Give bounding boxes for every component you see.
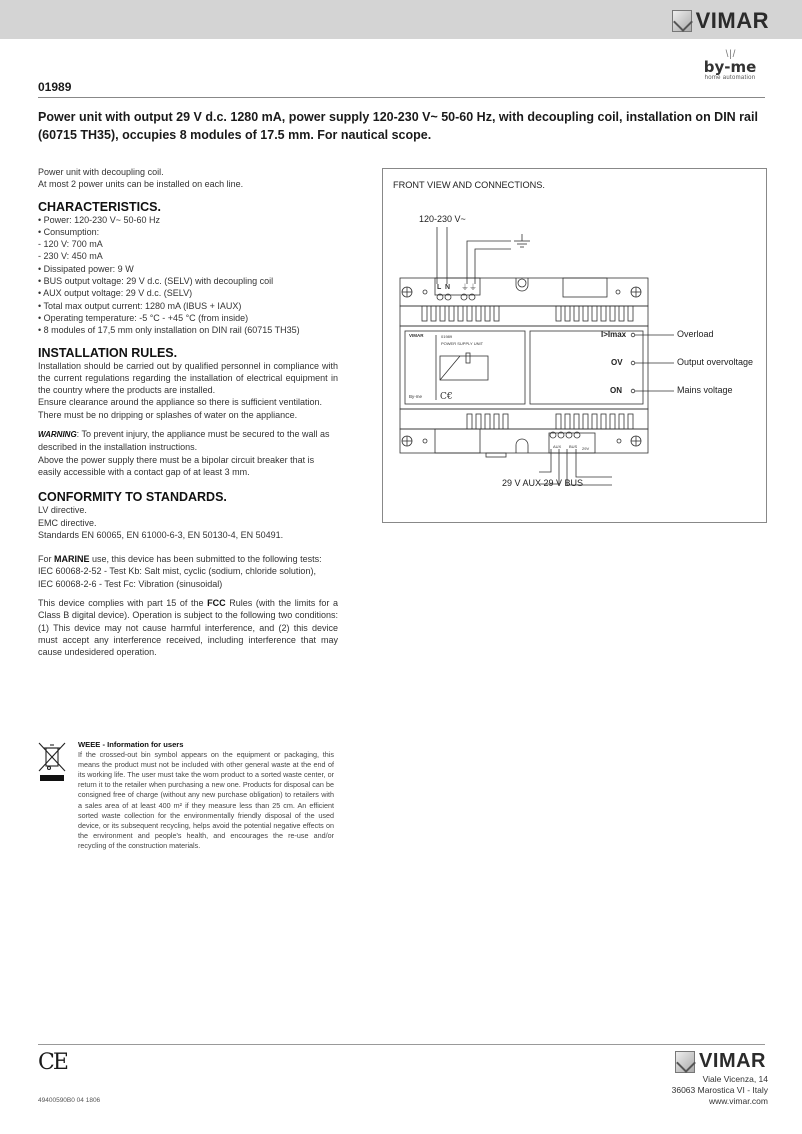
address-city: 36063 Marostica VI - Italy (671, 1085, 768, 1095)
footer-divider (38, 1044, 765, 1045)
char-item: - 120 V: 700 mA (38, 239, 103, 250)
product-description: Power unit with output 29 V d.c. 1280 mA, power supply 120-230 V~ 50-60 Hz, with decoupling coil, installation on DIN rail (60715 TH35), occupies 8 modules of 17.5 mm. For nautical scope. (38, 110, 758, 142)
fcc-para: This device complies with part 15 of the FCC Rules (with the limits for a Class B digital device). Operation is subject to the following two conditions: (1) This device may not cause harmful interference, and (2) this device must accept any interference received, including interference that may cause undesidered operation. (38, 598, 338, 658)
char-item: • Consumption: (38, 226, 100, 237)
brand-name: VIMAR (699, 1050, 766, 1072)
vimar-logo-footer (675, 1050, 766, 1073)
char-item: • Total max output current: 1280 mA (IBUS + IAUX) (38, 300, 242, 311)
installation-para: Ensure clearance around the appliance so there is sufficient ventilation. (38, 397, 323, 408)
terminal-29v: 29V (582, 446, 590, 451)
top-banner (0, 0, 802, 39)
svg-text:C€: C€ (440, 392, 453, 402)
header-divider (38, 97, 765, 98)
product-code: 01989 (38, 80, 72, 94)
intro-line: Power unit with decoupling coil. (38, 167, 164, 177)
byme-tagline: home automation (704, 75, 756, 81)
vimar-logo-icon (675, 1051, 695, 1073)
output-labels: 29 V AUX 29 V BUS (502, 478, 584, 488)
vimar-logo-icon (672, 10, 692, 32)
diagram-title: FRONT VIEW AND CONNECTIONS. (393, 180, 545, 190)
warning-label: WARNING (38, 430, 77, 440)
ce-mark-icon: CE (38, 1050, 67, 1075)
document-code: 49400590B0 04 1806 (38, 1097, 101, 1104)
brand-name: VIMAR (695, 8, 769, 33)
front-view-diagram (382, 168, 767, 523)
intro-line: At most 2 power units can be installed on each line. (38, 179, 244, 190)
installation-para: There must be no dripping or splashes of water on the appliance. (38, 409, 298, 420)
website-link[interactable]: www.vimar.com (708, 1096, 768, 1106)
led-label-overvoltage: Output overvoltage (677, 357, 754, 367)
char-item: - 230 V: 450 mA (38, 251, 103, 262)
company-address (672, 1074, 768, 1107)
conformity-heading: CONFORMITY TO STANDARDS. (38, 490, 227, 505)
led-label-overload: Overload (677, 329, 714, 339)
installation-para: Above the power supply there must be a bipolar circuit breaker that is easily accessible with a contact gap of at least 3 mm. (38, 454, 315, 477)
marine-para: For MARINE use, this device has been submitted to the following tests: (38, 554, 322, 565)
byme-name: by-me (703, 58, 757, 76)
byme-logo (694, 50, 766, 81)
terminal-n: N (445, 284, 451, 291)
installation-heading: INSTALLATION RULES. (38, 345, 178, 360)
panel-code: 01989 (441, 334, 453, 339)
char-item: • Operating temperature: -5 °C - +45 °C (from inside) (38, 312, 249, 323)
device-drawing (383, 169, 768, 524)
warning-para: WARNING: To prevent injury, the appliance must be secured to the wall as described in the installation instructions. (38, 429, 330, 453)
conformity-line: Standards EN 60065, EN 61000-6-3, EN 50130-4, EN 50491. (38, 529, 284, 540)
terminal-l: L (437, 284, 442, 291)
marine-test: IEC 60068-2-52 - Test Kb: Salt mist, cyclic (sodium, chloride solution), (38, 566, 316, 577)
earth-icon: ⏚⏚ (461, 283, 477, 292)
conformity-line: EMC directive. (38, 517, 97, 528)
conformity-line: LV directive. (38, 505, 87, 516)
supply-voltage-label: 120-230 V~ (419, 214, 466, 224)
marine-test: IEC 60068-2-6 - Test Fc: Vibration (sinusoidal) (38, 578, 223, 589)
panel-name: POWER SUPPLY UNIT (441, 341, 484, 346)
installation-para: Installation should be carried out by qualified personnel in compliance with the current regulations regarding the installation of electrical equipment in the country where the products are installed. (38, 360, 338, 396)
hand-icon: \ | / (725, 49, 735, 60)
vimar-logo (672, 8, 769, 34)
panel-footer: By-me (409, 394, 423, 399)
address-street: Viale Vicenza, 14 (702, 1074, 768, 1084)
terminal-aux: AUX (553, 444, 562, 449)
led-code-on: ON (610, 386, 622, 395)
weee-title: WEEE - Information for users (78, 740, 184, 749)
crossed-bin-icon (38, 742, 66, 784)
led-code-overload: I>Imax (601, 330, 627, 339)
char-item: • BUS output voltage: 29 V d.c. (SELV) with decoupling coil (38, 276, 274, 287)
panel-brand: VIMAR (409, 333, 424, 338)
char-item: • AUX output voltage: 29 V d.c. (SELV) (38, 288, 193, 299)
led-code-ov: OV (611, 358, 623, 367)
char-item: • 8 modules of 17,5 mm only installation on DIN rail (60715 TH35) (38, 325, 300, 336)
char-item: • Dissipated power: 9 W (38, 263, 134, 274)
characteristics-heading: CHARACTERISTICS. (38, 199, 161, 214)
weee-text: If the crossed-out bin symbol appears on the equipment or packaging, this means the product must not be included with other general waste at the end of its working life. The user must take the worn product to a sorted waste center, or return it to the retailer when purchasing a new one. Products for disposal can be consigned free of charge (without any new purchase obligation) to retailers with a sales area of at least 400 m² if they measure less than 25 cm. An efficient sorted waste collection for the environmentally friendly disposal of the used device, or its subsequent recycling, helps avoid the potential negative effects on the environment and people's health, and encourages the re-use and/or recycling of the construction materials. (78, 750, 334, 850)
weee-section (38, 740, 334, 851)
terminal-bus: BUS (569, 444, 578, 449)
char-item: • Power: 120-230 V~ 50-60 Hz (38, 214, 160, 225)
left-column (38, 166, 338, 659)
led-label-mains: Mains voltage (677, 385, 733, 395)
